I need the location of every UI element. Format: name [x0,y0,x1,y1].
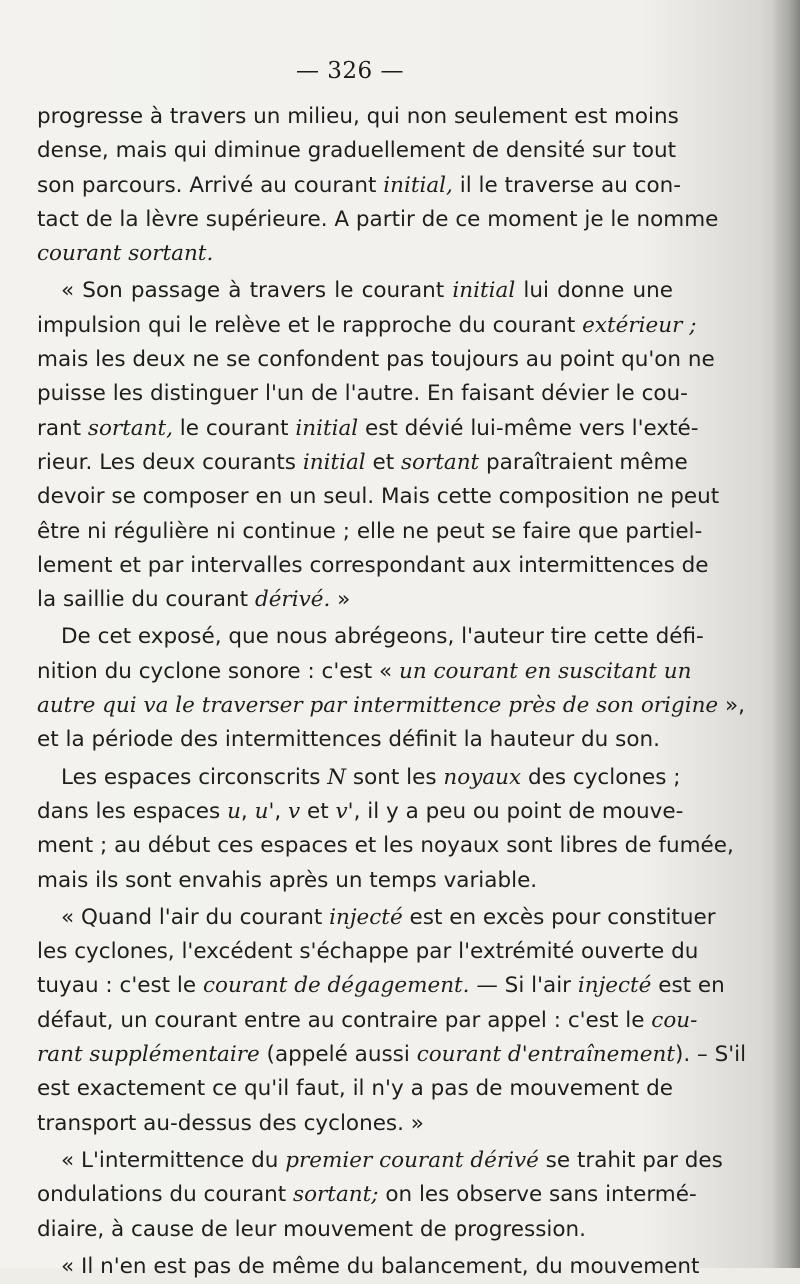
italic-text: cou- [651,1007,698,1033]
text-run: ment ; au début ces espaces et les noyaux sont libres de fumée, [37,833,734,859]
italic-text: courant d'entraînement [416,1042,675,1068]
text-run: le courant [172,415,296,441]
text-run: — Si l'air [469,973,578,999]
text-run: nition du cyclone sonore : c'est « [37,658,399,684]
text-line [37,795,684,829]
text-run: est en excès pour constituer [402,904,716,930]
page-number: — 326 — [295,58,405,84]
text-line [37,1250,700,1284]
italic-text: injecté [329,904,403,930]
text-line [37,1038,747,1072]
text-run: « Quand l'air du courant [61,904,330,930]
italic-text: initial [302,449,366,475]
text-run: est en [651,973,725,999]
text-line [37,864,673,898]
text-run: , [274,798,289,824]
text-run: les cyclones, l'excédent s'échappe par l'extrémité ouverte du [37,939,699,965]
text-line [37,237,673,271]
text-line [37,100,679,134]
italic-text: v' [335,798,354,824]
text-line [37,343,715,377]
text-line [37,274,673,308]
text-run: diaire, à cause de leur mouvement de progression. [37,1216,586,1242]
text-run: rant [37,415,88,441]
italic-text: rant supplémentaire [37,1042,260,1068]
italic-text: initial [452,278,516,304]
text-run: il le traverse au con- [452,172,682,198]
text-run: se trahit par des [538,1147,723,1173]
text-line [37,935,699,969]
text-line [37,901,716,935]
text-run: « L'intermittence du [61,1147,286,1173]
text-line [37,412,699,446]
text-run: » [330,587,351,613]
text-run: et la période des intermittences définit la hauteur du son. [37,727,660,753]
text-line [37,969,725,1003]
text-line [37,377,688,411]
italic-text: u' [254,798,275,824]
italic-text: courant sortant. [37,241,214,267]
text-run: la saillie du courant [37,587,255,613]
text-line [37,761,681,795]
text-run: (appelé aussi [259,1042,417,1068]
italic-text: initial [295,415,359,441]
text-line [37,309,697,343]
body-text [37,100,747,1284]
text-line [37,169,682,203]
text-run: et [300,798,336,824]
text-line [37,655,692,689]
italic-text: N [327,764,347,790]
text-line [37,689,745,723]
text-run: on les observe sans intermé- [378,1182,697,1208]
italic-text: extérieur ; [582,312,697,338]
italic-text: sortant; [293,1182,379,1208]
text-run: des cyclones ; [521,764,681,790]
text-run: « Son passage à travers le courant [61,278,453,304]
italic-text: autre qui va le traverser par intermittence près de son origine [37,693,719,719]
text-line [37,446,688,480]
italic-text: premier courant dérivé [285,1147,539,1173]
text-run: être ni régulière ni continue ; elle ne peut se faire que partiel- [37,518,703,544]
text-run: De cet exposé, que nous abrégeons, l'auteur tire cette défi- [61,624,704,650]
italic-text: v [288,798,301,824]
text-run: dans les espaces [37,798,228,824]
text-run: Les espaces circonscrits [61,764,328,790]
text-line [37,1213,673,1247]
italic-text: courant de dégagement. [202,973,470,999]
text-run: lement et par intervalles correspondant aux intermittences de [37,552,709,578]
text-line [37,1178,697,1212]
italic-text: dérivé. [254,587,331,613]
text-run: , [240,798,255,824]
text-line [37,549,709,583]
text-run: transport au-dessus des cyclones. » [37,1110,424,1136]
text-run: est exactement ce qu'il faut, il n'y a pas de mouvement de [37,1076,673,1102]
text-line [37,1144,723,1178]
text-run: « Il n'en est pas de même du balancement, du mouvement [61,1253,700,1279]
text-run: dense, mais qui diminue graduellement de densité sur tout [37,138,677,164]
text-run: devoir se composer en un seul. Mais cette composition ne peut [37,484,720,510]
text-run: mais ils sont envahis après un temps variable. [37,867,538,893]
text-run: ondulations du courant [37,1182,294,1208]
text-run: progresse à travers un milieu, qui non seulement est moins [37,104,679,129]
text-line [37,203,719,237]
text-line [37,515,703,549]
text-run: lui donne une [515,278,674,304]
text-run: et [365,449,401,475]
text-run: tuyau : c'est le [37,973,203,999]
text-run: rieur. Les deux courants [37,449,303,475]
text-run: impulsion qui le relève et le rapproche du courant [37,312,583,338]
text-line [37,620,704,654]
italic-text: un courant en suscitant un [398,658,692,684]
text-run: est dévié lui-même vers l'exté- [358,415,699,441]
page-edge-shadow [772,0,800,1268]
text-line [37,723,673,757]
text-line [37,583,673,617]
text-run: défaut, un courant entre au contraire par appel : c'est le [37,1007,652,1033]
text-line [37,829,734,863]
text-run: », [718,693,745,719]
text-run: tact de la lèvre supérieure. A partir de ce moment je le nomme [37,206,719,232]
text-line [37,1107,673,1141]
text-run: sont les [346,764,444,790]
text-run: mais les deux ne se confondent pas toujours au point qu'on ne [37,347,715,373]
text-run: son parcours. Arrivé au courant [37,172,384,198]
italic-text: sortant, [87,415,173,441]
text-line [37,480,720,514]
text-line [37,1004,698,1038]
text-run: paraîtraient même [479,449,688,475]
italic-text: initial, [383,172,453,198]
text-run: puisse les distinguer l'un de l'autre. En faisant dévier le cou- [37,381,688,407]
italic-text: sortant [400,449,480,475]
italic-text: u [227,798,241,824]
italic-text: injecté [577,973,652,999]
text-run: , il y a peu ou point de mouve- [353,798,684,824]
text-line [37,134,677,168]
italic-text: noyaux [443,764,522,790]
text-run: ). – S'il [674,1042,747,1068]
text-line [37,1072,673,1106]
